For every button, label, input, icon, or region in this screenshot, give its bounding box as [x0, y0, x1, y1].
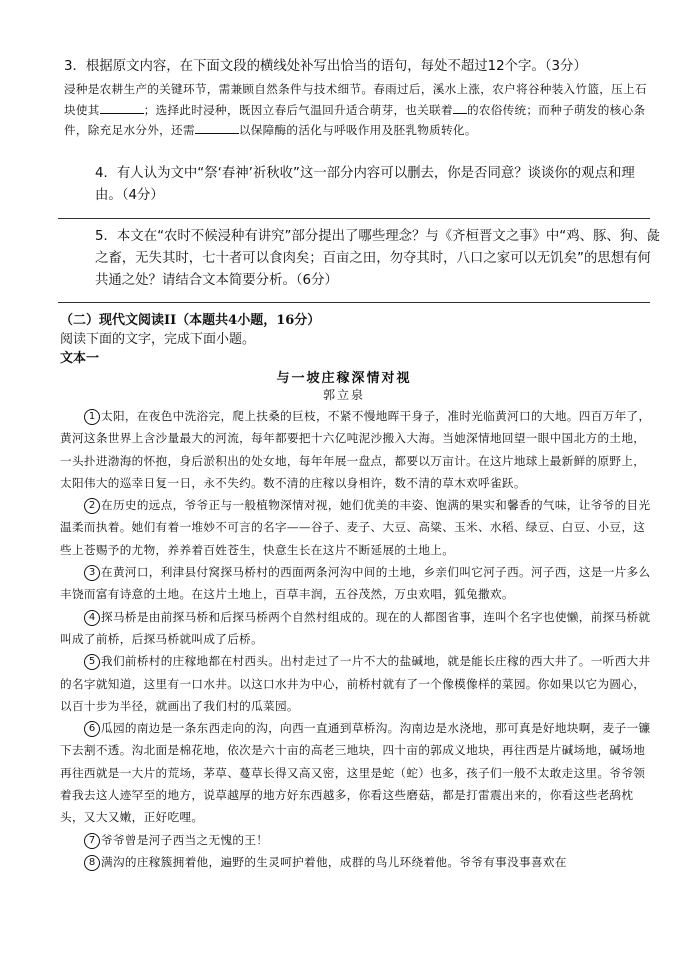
paragraph: [60, 405, 652, 494]
paragraph-number: 5: [84, 654, 100, 670]
paragraph-number: 7: [84, 833, 100, 849]
paragraph-text: 我们前桥村的庄稼地都在村西头。出村走过了一片不大的盐碱地，就是能长庄稼的西大井了。一听西大井的名字就知道，这里有一口水井。以这口水井为中心，前桥村就有了一个像模像样的菜园。你如果以它为圆心，以百十步为半径，就画出了我们村的瓜菜园。: [60, 654, 651, 713]
section-title: （二）现代文阅读II（本题共4小题，16分）: [60, 313, 321, 328]
paragraph: [60, 851, 652, 873]
article-title: 与一坡庄稼深情对视: [276, 371, 412, 386]
answer-blank-1[interactable]: [100, 101, 144, 114]
passage-segment: ；选择此时浸种，既因立春后气温回升适合萌芽，也关联着: [143, 102, 453, 117]
answer-blank-2[interactable]: [453, 101, 467, 114]
paragraph-number: 4: [84, 610, 100, 626]
paragraph: [60, 606, 652, 651]
question-3-prompt: 3．根据原文内容，在下面文段的横线处补写出恰当的语句，每处不超过12个字。（3分）: [64, 59, 587, 74]
paragraph: [60, 650, 652, 717]
paragraph-number: 3: [84, 565, 100, 581]
answer-line: [58, 218, 650, 219]
question-4: 4．有人认为文中“祭‘春神’祈秋收”这一部分内容可以删去，你是否同意？谈谈你的观点和理由。（4分）: [95, 166, 635, 203]
article-body: [60, 405, 652, 873]
text-label: 文本一: [60, 351, 100, 366]
paragraph-number: 2: [84, 498, 100, 514]
paragraph: [60, 717, 652, 828]
passage-segment: 浸种是农耕生产的关键环节，需兼顾自然条件与技术细节。春雨过后，溪水上涨，农户将谷种装入竹篮，压上石块使其: [64, 82, 647, 117]
question-5: 5．本文在“农时不候浸种有讲究”部分提出了哪些理念？与《齐桓晋文之事》中“鸡、豚、狗、彘之畜，无失其时，七十者可以食肉矣；百亩之田，勿夺其时，八口之家可以无饥矣”的思想有何共通之处？请结合文本简要分析。（6分）: [95, 229, 660, 288]
paragraph-text: 太阳，在夜色中洗浴完，爬上扶桑的巨枝，不紧不慢地晖干身子，准时光临黄河口的大地。四百万年了，黄河这条世界上含沙量最大的河流，每年都要把十六亿吨泥沙搬入大海。当她深情地回望一眼中国北方的土地，一头扑进渤海的怀抱，身后淤积出的处女地，每年年展一盘点，都要以万亩计。在这片地球上最新鲜的原野上，太阳伟大的巡幸日复一日，永不失约。数不清的庄稼以身相许，数不清的草木欢呼雀跃。: [60, 409, 651, 490]
paragraph-text: 满沟的庄稼簇拥着他，遍野的生灵呵护着他，成群的鸟儿环绕着他。爷爷有事没事喜欢在: [101, 854, 567, 869]
paragraph-text: 瓜园的南边是一条东西走向的沟，向西一直通到草桥沟。沟南边是水浇地，那可真是好地块啊，麦子一镰下去割不透。沟北面是棉花地，依次是六十亩的高老三地块，四十亩的郭成义地块，再往西是片碱场地，碱场地再往西就是一大片的荒场，茅草、蔓草长得又高又密，这里是蛇（蛇）也多，孩子们一般不太敢走这里。爷爷领着我去这人迹罕至的地方，说草越厚的地方好东西越多，你看这些磨菇，都是打雷震出来的，你看这些老鸹枕头，又大又嫩，正好吃哩。: [60, 721, 651, 825]
answer-blank-3[interactable]: [195, 121, 239, 134]
passage-segment: 的农俗传统；而种子萌发的核心条件，除充足水分外，还需: [64, 102, 646, 137]
passage-segment: 以保障酶的活化与呼吸作用及胚乳物质转化。: [238, 123, 477, 137]
paragraph: [60, 561, 652, 606]
section-divider: [58, 302, 650, 303]
paragraph-number: 8: [84, 855, 100, 871]
paragraph: [60, 829, 652, 851]
question-3-passage: [64, 79, 656, 141]
paragraph: [60, 494, 652, 561]
article-author: 郭立泉: [322, 388, 365, 402]
paragraph-text: 在黄河口，利津县付窝探马桥村的西面两条河沟中间的土地，乡亲们叫它河子西。河子西，这是一片多么丰饶而富有诗意的土地。在这片土地上，百草丰润，五谷茂然，万虫欢唱，狐兔撒欢。: [60, 565, 651, 602]
paragraph-text: 爷爷曾是河子西当之无愧的王！: [101, 832, 269, 847]
section-instruction: 阅读下面的文字，完成下面小题。: [60, 332, 256, 347]
paragraph-number: 1: [84, 409, 100, 425]
paragraph-text: 在历史的远点，爷爷正与一般植物深情对视，她们优美的丰姿、饱满的果实和馨香的气味，让爷爷的目光温柔而执着。她们有着一堆妙不可言的名字——谷子、麦子、大豆、高粱、玉米、水稻、绿豆、白豆、小豆，这些上苍赐予的尤物，养养着百姓苍生，快意生长在这片不断延展的土地上。: [60, 498, 651, 557]
paragraph-number: 6: [84, 721, 100, 737]
paragraph-text: 探马桥是由前探马桥和后探马桥两个自然村组成的。现在的人都图省事，连叫个名字也使懒，前探马桥就叫成了前桥，后探马桥就叫成了后桥。: [60, 609, 651, 646]
